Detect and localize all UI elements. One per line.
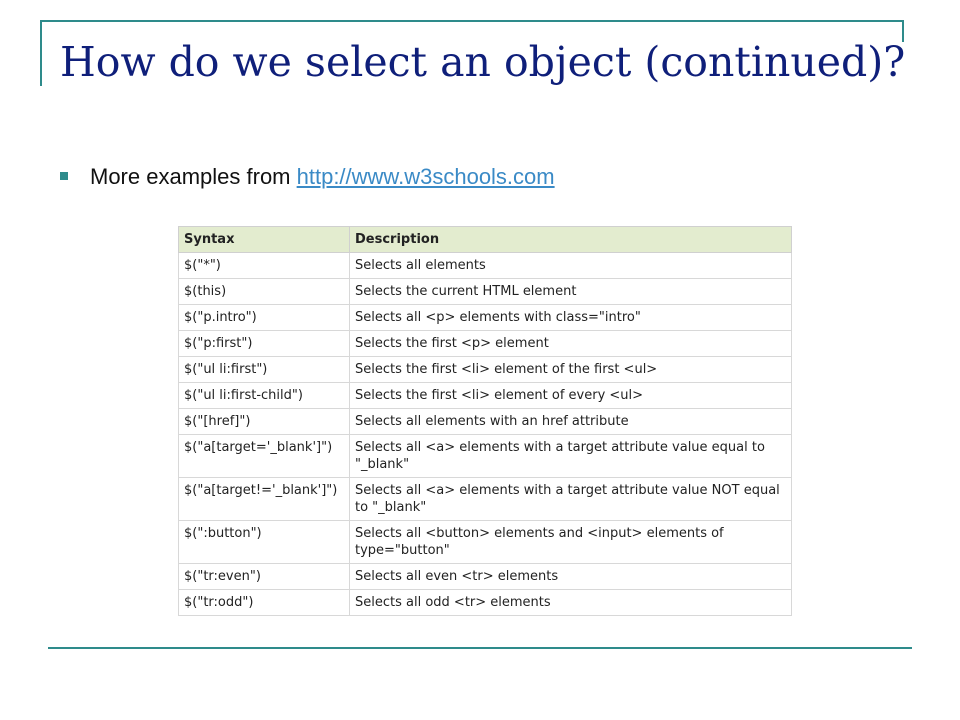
description-cell: Selects all elements with an href attribute — [350, 409, 792, 435]
bullet-text: More examples from — [90, 164, 297, 189]
table-row — [179, 383, 792, 409]
w3schools-link[interactable]: http://www.w3schools.com — [296, 164, 555, 189]
table-row — [179, 521, 792, 564]
table-row — [179, 435, 792, 478]
table-row — [179, 279, 792, 305]
table-row — [179, 331, 792, 357]
table-row — [179, 590, 792, 616]
frame-left-line — [40, 20, 42, 86]
table-row — [179, 478, 792, 521]
syntax-cell: $(this) — [179, 279, 350, 305]
description-cell: Selects all <a> elements with a target attribute value NOT equal to "_blank" — [350, 478, 792, 521]
table-row — [179, 357, 792, 383]
syntax-cell: $(":button") — [179, 521, 350, 564]
syntax-cell: $("a[target!='_blank']") — [179, 478, 350, 521]
syntax-cell: $("ul li:first-child") — [179, 383, 350, 409]
description-cell: Selects all <p> elements with class="intro" — [350, 305, 792, 331]
description-cell: Selects all elements — [350, 253, 792, 279]
description-cell: Selects all <button> elements and <input> elements of type="button" — [350, 521, 792, 564]
description-cell: Selects the first <li> element of the first <ul> — [350, 357, 792, 383]
selector-table — [178, 226, 792, 616]
frame-bottom-line — [48, 647, 912, 649]
table-row — [179, 564, 792, 590]
description-cell: Selects the current HTML element — [350, 279, 792, 305]
table-row — [179, 409, 792, 435]
syntax-cell: $("tr:even") — [179, 564, 350, 590]
description-cell: Selects the first <p> element — [350, 331, 792, 357]
syntax-cell: $("p:first") — [179, 331, 350, 357]
description-cell: Selects the first <li> element of every <ul> — [350, 383, 792, 409]
table-body — [179, 253, 792, 616]
table-header-row — [179, 227, 792, 253]
table-row — [179, 305, 792, 331]
syntax-cell: $("[href]") — [179, 409, 350, 435]
frame-top-line — [40, 20, 904, 22]
table-row — [179, 253, 792, 279]
header-syntax: Syntax — [179, 227, 350, 253]
header-description: Description — [350, 227, 792, 253]
syntax-cell: $("ul li:first") — [179, 357, 350, 383]
syntax-cell: $("p.intro") — [179, 305, 350, 331]
description-cell: Selects all <a> elements with a target attribute value equal to "_blank" — [350, 435, 792, 478]
syntax-cell: $("tr:odd") — [179, 590, 350, 616]
description-cell: Selects all odd <tr> elements — [350, 590, 792, 616]
syntax-cell: $("a[target='_blank']") — [179, 435, 350, 478]
slide-title: How do we select an object (continued)? — [60, 38, 906, 86]
bullet-item — [60, 164, 555, 190]
syntax-cell: $("*") — [179, 253, 350, 279]
description-cell: Selects all even <tr> elements — [350, 564, 792, 590]
bullet-square-icon — [60, 172, 68, 180]
